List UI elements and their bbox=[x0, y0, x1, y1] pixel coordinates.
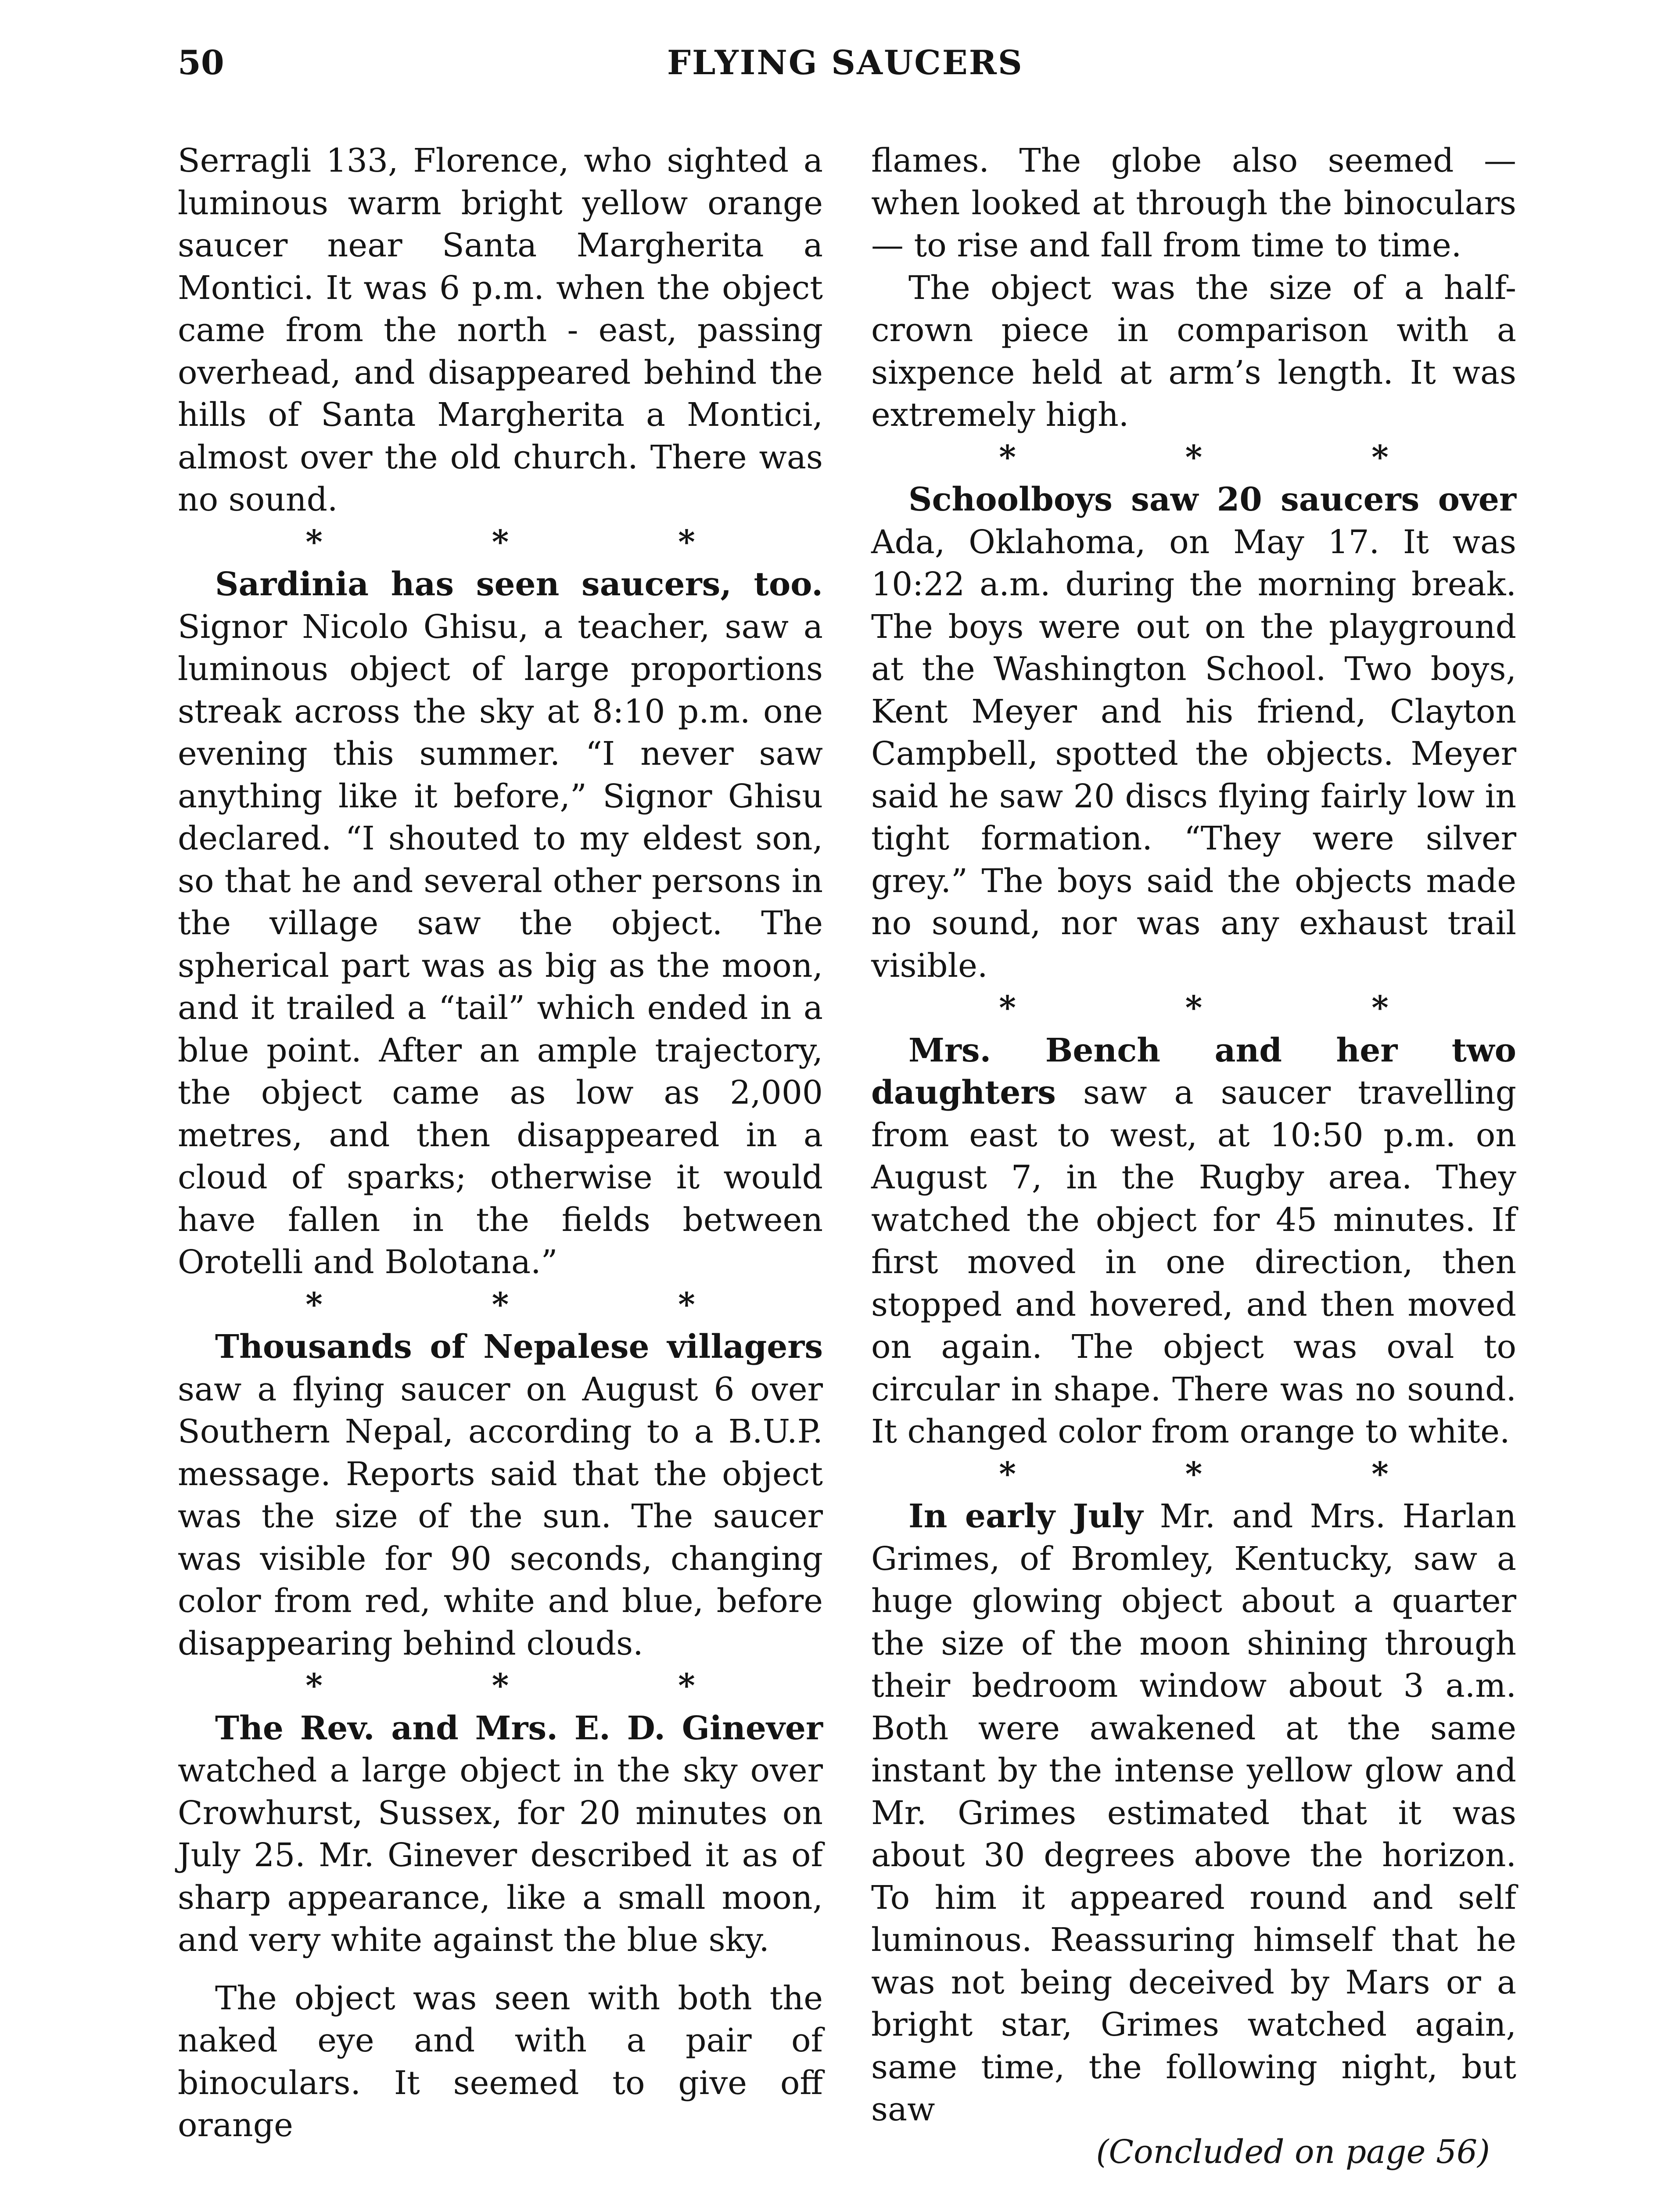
article-paragraph bbox=[871, 479, 1516, 987]
paragraph-gap bbox=[178, 1961, 823, 1977]
section-separator: * * * bbox=[999, 438, 1468, 476]
section-separator: * * * bbox=[305, 523, 774, 561]
section-separator: * * * bbox=[999, 989, 1468, 1027]
article-paragraph: The object was the size of a half-crown piece in comparison with a sixpence held at arm’s length. It was extremely high. bbox=[871, 269, 1516, 434]
page-number: 50 bbox=[178, 43, 224, 82]
paragraph-body: Signor Nicolo Ghisu, a teacher, saw a luminous object of large proportions streak across the sky at 8:10 p.m. one evening this summer. “I never saw anything like it before,” Signor Ghisu declared. “I shouted to my eldest son, so that he and several other persons in the village saw the object. The spherical part was as big as the moon, and it trailed a “tail” which ended in a blue point. After an ample trajectory, the object came as low as 2,000 metres, and then disappeared in a cloud of sparks; otherwise it would have fallen in the fields between Orotelli and Bolotana.” bbox=[178, 608, 823, 1281]
article-paragraph bbox=[178, 1707, 823, 1961]
paragraph-lead: Schoolboys saw 20 saucers over bbox=[908, 481, 1516, 518]
article-paragraph: flames. The globe also seemed — when looked at through the binoculars — to rise and fall from time to time. bbox=[871, 142, 1516, 264]
paragraph-body: Ada, Oklahoma, on May 17. It was 10:22 a.m. during the morning break. The boys were out on the playground at the Washington School. Two boys, Kent Meyer and his friend, Clayton Campbell, spotted the objects. Meyer said he saw 20 discs flying fairly low in tight formation. “They were silver grey.” The boys said the objects made no sound, nor was any exhaust trail visible. bbox=[871, 523, 1516, 985]
right-column bbox=[871, 140, 1516, 2173]
paragraph-lead: In early July bbox=[908, 1497, 1143, 1535]
article-paragraph bbox=[871, 1029, 1516, 1453]
section-separator: * * * bbox=[305, 1285, 774, 1324]
paragraph-lead: Sardinia has seen saucers, too. bbox=[215, 565, 823, 603]
paragraph-lead: Mrs. Bench and her two daughters bbox=[871, 1031, 1516, 1112]
paragraph-lead: The Rev. and Mrs. E. D. Ginever bbox=[215, 1709, 823, 1747]
paragraph-body: watched a large object in the sky over Crowhurst, Sussex, for 20 minutes on July 25. Mr. Ginever described it as of sharp appearance, like a small moon, and very white against the blue sky. bbox=[178, 1752, 823, 1959]
article-paragraph bbox=[178, 563, 823, 1284]
continued-note: (Concluded on page 56) bbox=[1096, 2133, 1490, 2171]
paragraph-body: saw a flying saucer on August 6 over Southern Nepal, according to a B.U.P. message. Reports said that the object was the size of the sun. The saucer was visible for 90 seconds, changing color from red, white and blue, before disappearing behind clouds. bbox=[178, 1370, 823, 1662]
paragraph-lead: Thousands of Nepalese villagers bbox=[215, 1328, 823, 1366]
paragraph-body: Mr. and Mrs. Harlan Grimes, of Bromley, Kentucky, saw a huge glowing object about a quarter the size of the moon shining through their bedroom window about 3 a.m. Both were awakened at the same instant by the intense yellow glow and Mr. Grimes estimated that it was about 30 degrees above the horizon. To him it appeared round and self luminous. Reassuring himself that he was not being deceived by Mars or a bright star, Grimes watched again, same time, the following night, but saw bbox=[871, 1497, 1517, 2128]
article-paragraph bbox=[871, 1495, 1516, 2131]
section-separator: * * * bbox=[305, 1667, 774, 1705]
paragraph-body: saw a saucer travelling from east to west, at 10:50 p.m. on August 7, in the Rugby area. They watched the object for 45 minutes. If first moved in one direction, then stopped and hovered, and then moved on again. The object was oval to circular in shape. There was no sound. It changed color from orange to white. bbox=[871, 1074, 1516, 1450]
article-paragraph: Serragli 133, Florence, who sighted a luminous warm bright yellow orange saucer near Santa Margherita a Montici. It was 6 p.m. when the object came from the north - east, passing overhead, and disappeared behind the hills of Santa Margherita a Montici, almost over the old church. There was no sound. bbox=[178, 142, 823, 518]
running-title: FLYING SAUCERS bbox=[667, 43, 1023, 82]
article-paragraph: The object was seen with both the naked eye and with a pair of binoculars. It seemed to give off orange bbox=[178, 1979, 823, 2144]
left-column bbox=[178, 140, 823, 2147]
article-paragraph bbox=[178, 1326, 823, 1665]
section-separator: * * * bbox=[999, 1455, 1468, 1493]
